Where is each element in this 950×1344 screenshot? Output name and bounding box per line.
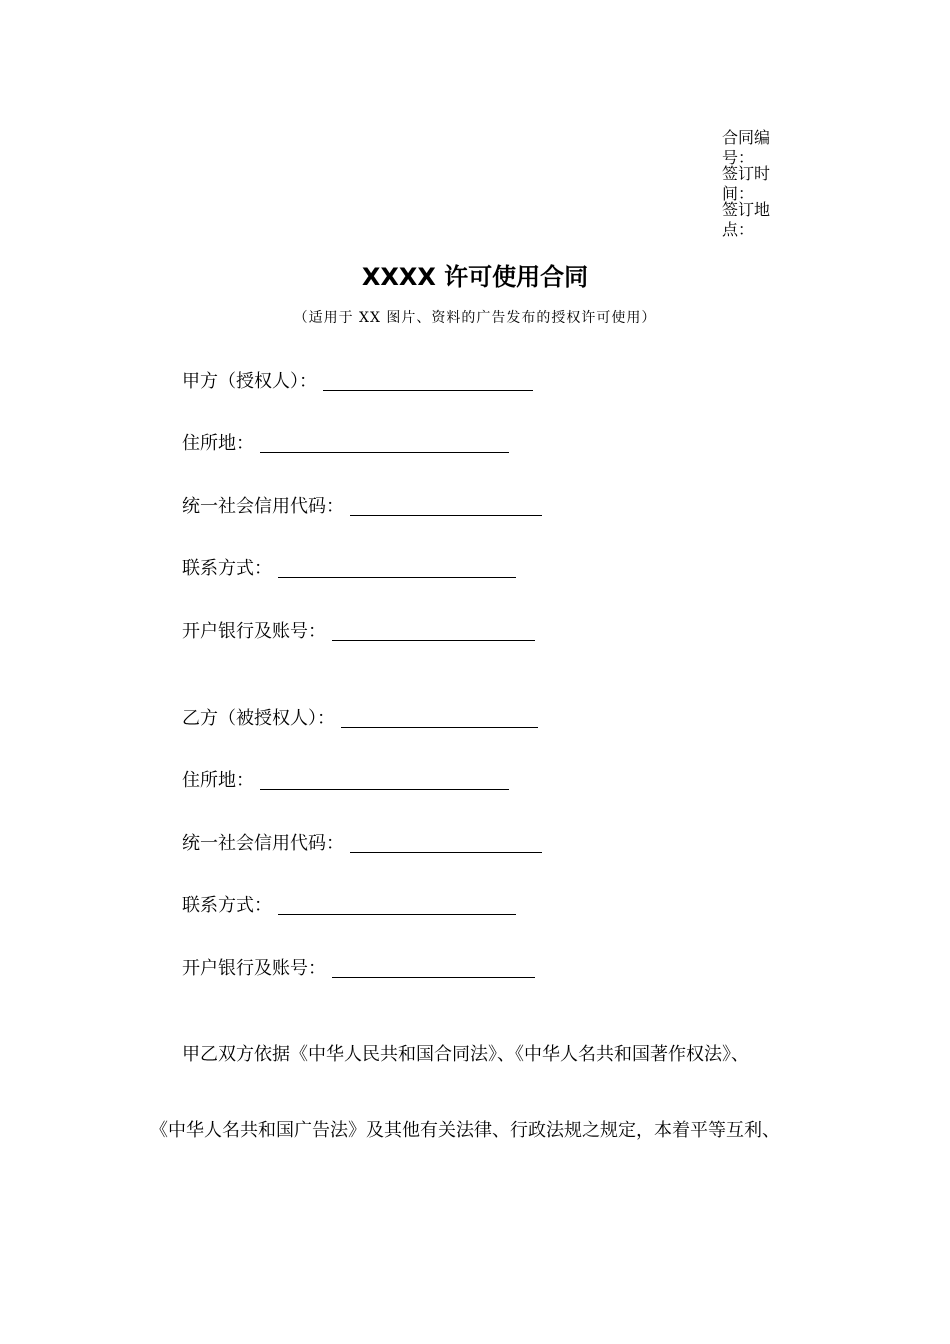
party-b-credit-code-label: 统一社会信用代码： [182, 833, 344, 854]
party-b-credit-code-field [182, 832, 542, 856]
party-b-contact-label: 联系方式： [182, 895, 272, 916]
party-b-bank-label: 开户银行及账号： [182, 958, 326, 979]
party-b-address-blank[interactable] [260, 769, 509, 790]
party-a-address-label: 住所地： [182, 433, 254, 454]
party-a-name-field [182, 370, 533, 394]
party-b-name-blank[interactable] [341, 707, 538, 728]
body-paragraph-line-1: 甲乙双方依据《中华人民共和国合同法》、《中华人名共和国著作权法》、 [182, 1044, 749, 1065]
party-b-contact-field [182, 894, 516, 918]
party-b-credit-code-blank[interactable] [350, 832, 542, 853]
party-a-credit-code-field [182, 495, 542, 519]
party-a-contact-label: 联系方式： [182, 558, 272, 579]
contract-subtitle: （适用于 XX 图片、资料的广告发布的授权许可使用） [293, 310, 657, 326]
party-b-contact-blank[interactable] [278, 894, 516, 915]
party-a-contact-blank[interactable] [278, 557, 516, 578]
party-b-address-label: 住所地： [182, 770, 254, 791]
party-a-address-field [182, 432, 509, 456]
party-b-name-field [182, 707, 538, 731]
contract-title: XXXX 许可使用合同 [361, 263, 589, 291]
party-a-bank-blank[interactable] [332, 620, 535, 641]
body-paragraph-line-2: 《中华人名共和国广告法》及其他有关法律、行政法规之规定，本着平等互利、 [150, 1120, 780, 1141]
party-a-credit-code-label: 统一社会信用代码： [182, 496, 344, 517]
sign-place-label: 签订地点： [722, 200, 771, 239]
party-a-bank-field [182, 620, 535, 644]
contract-number-label: 合同编号： [722, 128, 771, 167]
party-a-credit-code-blank[interactable] [350, 495, 542, 516]
sign-time-label: 签订时间： [722, 164, 771, 203]
party-b-name-label: 乙方（被授权人）： [182, 708, 335, 729]
party-b-address-field [182, 769, 509, 793]
party-a-name-label: 甲方（授权人）： [182, 371, 317, 392]
party-a-bank-label: 开户银行及账号： [182, 621, 326, 642]
party-a-contact-field [182, 557, 516, 581]
party-b-bank-field [182, 957, 535, 981]
party-a-name-blank[interactable] [323, 370, 533, 391]
party-a-address-blank[interactable] [260, 432, 509, 453]
party-b-bank-blank[interactable] [332, 957, 535, 978]
